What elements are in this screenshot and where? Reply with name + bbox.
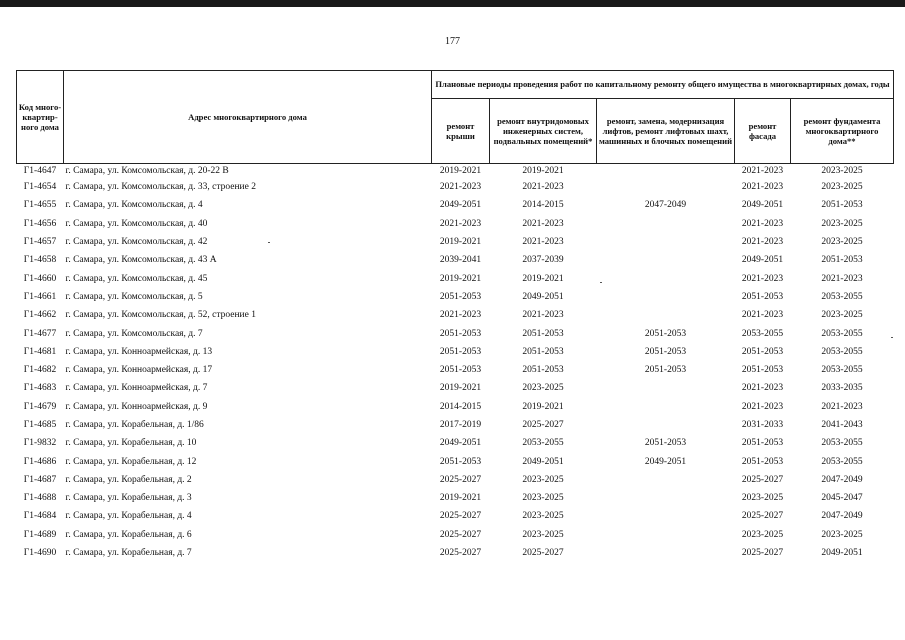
table-row <box>17 324 894 342</box>
cell-systems: 2023-2025 <box>522 511 564 522</box>
cell-systems: 2023-2025 <box>522 529 564 540</box>
cell-address: г. Самара, ул. Комсомольская, д. 7 <box>65 328 203 339</box>
cell-lifts <box>597 251 735 269</box>
cell-address: г. Самара, ул. Конноармейская, д. 17 <box>65 365 213 376</box>
cell-address: г. Самара, ул. Конноармейская, д. 7 <box>65 383 208 394</box>
cell-foundation: 2041-2043 <box>821 420 863 430</box>
cell-lifts <box>597 416 735 434</box>
table-row <box>17 361 894 379</box>
cell-roof: 2051-2053 <box>439 346 482 357</box>
table-row <box>17 288 894 306</box>
cell-code: Г1-4682 <box>23 365 57 376</box>
cell-address: г. Самара, ул. Корабельная, д. 10 <box>65 438 197 449</box>
cell-foundation: 2051-2053 <box>821 200 863 211</box>
cell-address: г. Самара, ул. Корабельная, д. 7 <box>65 548 192 559</box>
cell-roof: 2019-2021 <box>439 493 482 504</box>
page-number: 177 <box>445 36 460 47</box>
cell-foundation: 2023-2025 <box>821 310 863 321</box>
table-body <box>17 164 894 563</box>
cell-lifts <box>597 507 735 525</box>
cell-systems: 2019-2021 <box>522 166 564 176</box>
cell-code: Г1-4688 <box>23 493 57 504</box>
cell-lifts <box>597 489 735 507</box>
cell-address: г. Самара, ул. Комсомольская, д. 5 <box>65 291 203 302</box>
cell-foundation: 2053-2055 <box>821 438 863 449</box>
cell-foundation: 2023-2025 <box>821 182 863 193</box>
cell-foundation: 2053-2055 <box>821 456 863 467</box>
cell-lifts <box>597 178 735 196</box>
cell-code: Г1-4654 <box>23 182 57 193</box>
cell-systems: 2037-2039 <box>522 255 564 266</box>
cell-systems: 2023-2025 <box>522 493 564 504</box>
cell-lifts <box>597 288 735 306</box>
cell-foundation: 2023-2025 <box>821 529 863 540</box>
cell-code: Г1-4683 <box>23 383 57 394</box>
scan-speck <box>600 282 602 283</box>
cell-code: Г1-4660 <box>23 273 57 284</box>
table-row <box>17 196 894 214</box>
cell-lifts <box>597 526 735 544</box>
cell-address: г. Самара, ул. Корабельная, д. 2 <box>65 474 192 485</box>
cell-facade: 2021-2023 <box>741 383 784 394</box>
cell-lifts <box>597 306 735 324</box>
cell-roof: 2049-2051 <box>439 200 482 211</box>
cell-systems: 2023-2025 <box>522 383 564 394</box>
cell-roof: 2051-2053 <box>439 365 482 376</box>
cell-foundation: 2023-2025 <box>821 237 863 248</box>
cell-systems: 2021-2023 <box>522 237 564 248</box>
cell-foundation: 2021-2023 <box>821 401 863 412</box>
cell-lifts <box>597 544 735 562</box>
table-header <box>17 71 894 164</box>
cell-address: г. Самара, ул. Комсомольская, д. 43 А <box>65 255 217 266</box>
cell-lifts: 2051-2053 <box>644 328 687 339</box>
cell-foundation: 2053-2055 <box>821 328 863 339</box>
cell-facade: 2023-2025 <box>741 493 784 504</box>
cell-code: Г1-4681 <box>23 346 57 357</box>
cell-foundation: 2047-2049 <box>821 474 863 485</box>
cell-address: г. Самара, ул. Корабельная, д. 6 <box>65 529 192 540</box>
table-row <box>17 471 894 489</box>
cell-code: Г1-4684 <box>23 511 57 522</box>
table-row <box>17 416 894 434</box>
cell-roof: 2019-2021 <box>439 166 482 176</box>
cell-facade: 2031-2033 <box>741 420 784 430</box>
table-row <box>17 379 894 397</box>
cell-address: г. Самара, ул. Корабельная, д. 1/86 <box>65 420 204 430</box>
cell-facade: 2025-2027 <box>741 474 784 485</box>
cell-facade: 2025-2027 <box>741 548 784 559</box>
cell-foundation: 2023-2025 <box>821 218 863 229</box>
cell-lifts: 2049-2051 <box>644 456 687 467</box>
cell-foundation: 2051-2053 <box>821 255 863 266</box>
cell-roof: 2051-2053 <box>439 456 482 467</box>
cell-facade: 2021-2023 <box>741 218 784 229</box>
cell-roof: 2039-2041 <box>439 255 482 266</box>
cell-address: г. Самара, ул. Комсомольская, д. 42 <box>65 237 208 248</box>
cell-address: г. Самара, ул. Комсомольская, д. 4 <box>65 200 203 211</box>
header-roof-repair: ремонт крыши <box>432 99 490 164</box>
scan-speck <box>891 337 893 338</box>
cell-facade: 2021-2023 <box>741 182 784 193</box>
cell-address: г. Самара, ул. Корабельная, д. 4 <box>65 511 192 522</box>
table-row <box>17 544 894 562</box>
table-row <box>17 306 894 324</box>
cell-systems: 2019-2021 <box>522 401 564 412</box>
cell-systems: 2051-2053 <box>522 365 564 376</box>
cell-foundation: 2047-2049 <box>821 511 863 522</box>
cell-address: г. Самара, ул. Конноармейская, д. 9 <box>65 401 208 412</box>
cell-facade: 2021-2023 <box>741 273 784 284</box>
cell-systems: 2019-2021 <box>522 273 564 284</box>
cell-lifts: 2051-2053 <box>644 438 687 449</box>
cell-foundation: 2033-2035 <box>821 383 863 394</box>
cell-roof: 2025-2027 <box>439 474 482 485</box>
cell-foundation: 2049-2051 <box>821 548 863 559</box>
cell-systems: 2049-2051 <box>522 291 564 302</box>
table-row <box>17 489 894 507</box>
header-code: Код много-квартир-ного дома <box>17 71 64 164</box>
cell-code: Г1-4689 <box>23 529 57 540</box>
table-row <box>17 164 894 179</box>
cell-lifts <box>597 164 735 179</box>
cell-systems: 2014-2015 <box>522 200 564 211</box>
cell-code: Г1-4662 <box>23 310 57 321</box>
cell-facade: 2049-2051 <box>741 200 784 211</box>
cell-code: Г1-4686 <box>23 456 57 467</box>
cell-address: г. Самара, ул. Комсомольская, д. 40 <box>65 218 208 229</box>
cell-foundation: 2053-2055 <box>821 346 863 357</box>
cell-systems: 2023-2025 <box>522 474 564 485</box>
cell-code: Г1-4655 <box>23 200 57 211</box>
cell-roof: 2049-2051 <box>439 438 482 449</box>
table-row <box>17 233 894 251</box>
cell-roof: 2025-2027 <box>439 548 482 559</box>
cell-foundation: 2053-2055 <box>821 291 863 302</box>
table-row <box>17 526 894 544</box>
header-periods-title: Плановые периоды проведения работ по капитальному ремонту общего имущества в многоквартирных домах, годы <box>432 71 894 99</box>
cell-lifts: 2051-2053 <box>644 365 687 376</box>
header-facade-repair: ремонт фасада <box>735 99 791 164</box>
cell-lifts: 2051-2053 <box>644 346 687 357</box>
cell-lifts <box>597 215 735 233</box>
header-address: Адрес многоквартирного дома <box>64 71 432 164</box>
table-row <box>17 178 894 196</box>
table-row <box>17 215 894 233</box>
cell-code: Г1-4679 <box>23 401 57 412</box>
cell-systems: 2021-2023 <box>522 218 564 229</box>
cell-code: Г1-4677 <box>23 328 57 339</box>
cell-code: Г1-4685 <box>23 420 57 430</box>
cell-address: г. Самара, ул. Комсомольская, д. 45 <box>65 273 208 284</box>
cell-roof: 2051-2053 <box>439 328 482 339</box>
cell-facade: 2051-2053 <box>741 346 784 357</box>
capital-repair-schedule-table <box>16 70 894 562</box>
cell-roof: 2021-2023 <box>439 218 482 229</box>
table-row <box>17 269 894 287</box>
cell-roof: 2017-2019 <box>439 420 482 430</box>
table-row <box>17 251 894 269</box>
cell-facade: 2025-2027 <box>741 511 784 522</box>
cell-systems: 2049-2051 <box>522 456 564 467</box>
cell-code: Г1-4687 <box>23 474 57 485</box>
cell-facade: 2021-2023 <box>741 401 784 412</box>
cell-facade: 2021-2023 <box>741 237 784 248</box>
table-row <box>17 507 894 525</box>
cell-roof: 2014-2015 <box>439 401 482 412</box>
cell-systems: 2053-2055 <box>522 438 564 449</box>
table-row <box>17 452 894 470</box>
table-row <box>17 434 894 452</box>
cell-facade: 2051-2053 <box>741 438 784 449</box>
cell-facade: 2049-2051 <box>741 255 784 266</box>
cell-lifts <box>597 269 735 287</box>
cell-address: г. Самара, ул. Корабельная, д. 12 <box>65 456 197 467</box>
cell-lifts: 2047-2049 <box>644 200 687 211</box>
cell-facade: 2051-2053 <box>741 365 784 376</box>
header-engineering-systems-repair: ремонт внутридомовых инженерных систем, подвальных помещений* <box>490 99 597 164</box>
cell-facade: 2053-2055 <box>741 328 784 339</box>
cell-foundation: 2021-2023 <box>821 273 863 284</box>
cell-systems: 2025-2027 <box>522 548 564 559</box>
cell-code: Г1-4647 <box>23 166 57 176</box>
cell-lifts <box>597 398 735 416</box>
scan-top-border <box>0 0 905 7</box>
cell-foundation: 2053-2055 <box>821 365 863 376</box>
cell-systems: 2025-2027 <box>522 420 564 430</box>
cell-roof: 2051-2053 <box>439 291 482 302</box>
table-row <box>17 343 894 361</box>
scan-speck <box>268 242 270 243</box>
cell-facade: 2051-2053 <box>741 291 784 302</box>
cell-code: Г1-9832 <box>23 438 57 449</box>
cell-foundation: 2045-2047 <box>821 493 863 504</box>
cell-code: Г1-4657 <box>23 237 57 248</box>
cell-roof: 2019-2021 <box>439 273 482 284</box>
cell-systems: 2021-2023 <box>522 182 564 193</box>
cell-roof: 2025-2027 <box>439 529 482 540</box>
header-foundation-repair: ремонт фундамента многоквартирного дома** <box>791 99 894 164</box>
cell-facade: 2021-2023 <box>741 310 784 321</box>
cell-systems: 2051-2053 <box>522 346 564 357</box>
cell-lifts <box>597 471 735 489</box>
cell-code: Г1-4656 <box>23 218 57 229</box>
cell-address: г. Самара, ул. Комсомольская, д. 52, строение 1 <box>65 310 256 321</box>
cell-code: Г1-4661 <box>23 291 57 302</box>
cell-roof: 2021-2023 <box>439 182 482 193</box>
cell-lifts <box>597 233 735 251</box>
cell-roof: 2025-2027 <box>439 511 482 522</box>
cell-facade: 2021-2023 <box>741 166 784 176</box>
cell-facade: 2023-2025 <box>741 529 784 540</box>
cell-systems: 2021-2023 <box>522 310 564 321</box>
cell-roof: 2019-2021 <box>439 237 482 248</box>
cell-address: г. Самара, ул. Конноармейская, д. 13 <box>65 346 213 357</box>
cell-lifts <box>597 379 735 397</box>
cell-code: Г1-4658 <box>23 255 57 266</box>
cell-address: г. Самара, ул. Комсомольская, д. 20-22 В <box>65 166 229 176</box>
header-lift-repair: ремонт, замена, модернизация лифтов, ремонт лифтовых шахт, машинных и блочных помещений <box>597 99 735 164</box>
cell-code: Г1-4690 <box>23 548 57 559</box>
cell-roof: 2019-2021 <box>439 383 482 394</box>
cell-address: г. Самара, ул. Комсомольская, д. 33, строение 2 <box>65 182 256 193</box>
cell-address: г. Самара, ул. Корабельная, д. 3 <box>65 493 192 504</box>
table-row <box>17 398 894 416</box>
cell-facade: 2051-2053 <box>741 456 784 467</box>
cell-foundation: 2023-2025 <box>821 166 863 176</box>
cell-roof: 2021-2023 <box>439 310 482 321</box>
cell-systems: 2051-2053 <box>522 328 564 339</box>
